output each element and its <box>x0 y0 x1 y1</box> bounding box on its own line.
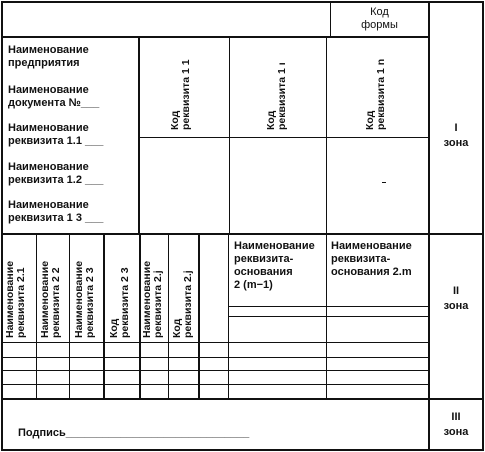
small-mark <box>382 182 386 183</box>
zone1-code-area-left <box>138 37 140 234</box>
zone1-label: I зона <box>443 122 469 149</box>
form-code-label: Код формы <box>361 6 398 31</box>
border-top <box>1 1 484 3</box>
border-right <box>482 1 484 451</box>
zone3-label: III зона <box>443 411 469 438</box>
z2-row-1 <box>229 316 429 317</box>
code-requisite-2-3: Код реквизита 2 3 <box>108 267 131 338</box>
name-requisite-2-2: Наименование реквизита 2 2 <box>39 260 62 338</box>
requisite-1-3: Наименование реквизита 1 3 ___ <box>8 199 104 224</box>
requisite-1-2: Наименование реквизита 1.2 ___ <box>8 161 104 186</box>
name-requisite-2-1: Наименование реквизита 2.1 <box>4 260 27 338</box>
z2-div-b <box>69 234 70 399</box>
base-requisite-2-m: Наименование реквизита- основания 2.m <box>331 240 412 278</box>
z2-row-4 <box>1 370 429 371</box>
header-separator <box>1 36 430 38</box>
requisite-enterprise-name: Наименование предприятия <box>8 44 89 69</box>
code-requisite-1-1: Код реквизита 1 1 <box>169 59 192 130</box>
zone2-bottom-line <box>1 398 484 400</box>
z2-div-a <box>36 234 37 399</box>
z2-row-base-top <box>229 306 429 307</box>
z2-row-3 <box>1 357 429 358</box>
code-requisite-1-n: Код реквизита 1 n <box>364 58 387 130</box>
zone2-label: II зона <box>443 285 469 312</box>
zone1-bottom-line <box>1 233 484 235</box>
name-requisite-2-j: Наименование реквизита 2.j <box>141 260 164 338</box>
code-requisite-1-i: Код реквизита 1 ı <box>265 62 288 130</box>
requisite-document-name: Наименование документа №___ <box>8 84 100 109</box>
zone1-code-divider-1 <box>229 37 230 234</box>
code-requisite-2-j: Код реквизита 2.j <box>171 270 194 338</box>
border-bottom <box>1 449 484 451</box>
z2-row-2 <box>1 342 429 343</box>
z2-div-c <box>103 234 105 399</box>
name-requisite-2-3: Наименование реквизита 2 3 <box>73 260 96 338</box>
base-requisite-2-m-1: Наименование реквизита- основания 2 (m−1) <box>234 240 315 291</box>
signature-label: Подпись______________________________ <box>18 427 250 439</box>
requisite-1-1: Наименование реквизита 1.1 ___ <box>8 122 104 147</box>
z2-div-f <box>198 234 200 399</box>
z2-row-5 <box>1 384 429 385</box>
zone1-code-row-line <box>139 137 429 138</box>
zone1-code-divider-2 <box>326 37 327 234</box>
z2-div-e <box>168 234 169 399</box>
